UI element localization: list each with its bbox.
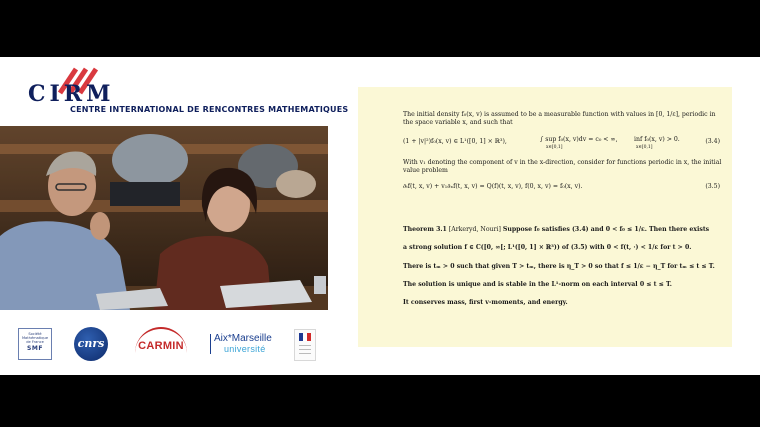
lecture-slide: [358, 87, 732, 347]
theorem-line-3: There is tₘ > 0 such that given T > tₘ, there is η_T > 0 so that f ≤ 1/ε − η_T for tₘ ≤ t ≤ T.: [403, 263, 715, 270]
aix-marseille-logo: [210, 333, 280, 359]
cnrs-text: cnrs: [77, 337, 105, 350]
smf-mark: SMF: [27, 344, 43, 352]
theorem-line-2: a strong solution f ∈ C([0, ∞[; L¹([0, 1] × ℝ³)) of (3.5) with 0 < f(t, ·) < 1/ε for t > 0.: [403, 244, 692, 251]
amu-line2: université: [224, 344, 266, 354]
carmin-text: CARMIN: [138, 340, 184, 352]
theorem-line-4: The solution is unique and is stable in the L¹-norm on each interval 0 ≤ t ≤ T.: [403, 281, 672, 288]
eq35: ∂ₜf(t, x, v) + v₁∂ₓf(t, x, v) = Q(f)(t, x, v), f(0, x, v) = f₀(x, v).: [403, 183, 583, 190]
slide-paragraph-1: The initial density f₀(x, v) is assumed to be a measurable function with values in [0, 1/ε], periodic in the space variable x, and such that: [403, 111, 716, 126]
eq34-right-sub: x∈[0,1]: [636, 145, 653, 150]
cirm-wordmark: CIRM: [28, 81, 115, 107]
amu-line1: Aix*Marseille: [214, 333, 272, 344]
smf-line2: Mathématique: [21, 336, 49, 341]
eq34-number: (3.4): [705, 138, 720, 145]
eq35-number: (3.5): [705, 183, 720, 190]
theorem-line-5: It conserves mass, first v-moments, and energy.: [403, 299, 568, 306]
theorem-label: Theorem 3.1: [403, 226, 447, 233]
theorem-statement: Suppose f₀ satisfies (3.4) and 0 < f₀ ≤ 1/ε. Then there exists: [502, 226, 710, 233]
theorem-citation: [Arkeryd, Nouri]: [448, 226, 501, 233]
republique-francaise-logo: [294, 329, 316, 361]
smf-line1: Société: [28, 332, 42, 336]
smf-line3: de France: [26, 340, 44, 345]
cnrs-logo: [74, 327, 108, 361]
eq34-right: inf f₀(x, v) > 0.: [634, 136, 680, 143]
slide-paragraph-2: With v₁ denoting the component of v in the x-direction, consider for functions periodic in x, the initial value problem: [403, 159, 722, 174]
lecture-audience-camera-icon: [0, 126, 328, 310]
smf-logo: [18, 328, 52, 360]
eq34-mid-sub: x∈[0,1]: [546, 145, 563, 150]
carmin-logo: [135, 327, 187, 361]
eq34-left: (1 + |v|²)f₀(x, v) ∈ L¹([0, 1] × ℝ³),: [403, 138, 507, 145]
theorem-line-1: [403, 226, 723, 234]
cirm-logo: [14, 63, 115, 107]
eq34-mid: ∫ sup f₀(x, v)dv = c₀ < ∞,: [540, 136, 618, 143]
cirm-subtitle: CENTRE INTERNATIONAL DE RENCONTRES MATHEMATIQUES: [70, 105, 349, 114]
french-flag-icon: [299, 333, 311, 341]
video-frame: [0, 57, 760, 375]
speaker-camera-view: [0, 126, 328, 310]
